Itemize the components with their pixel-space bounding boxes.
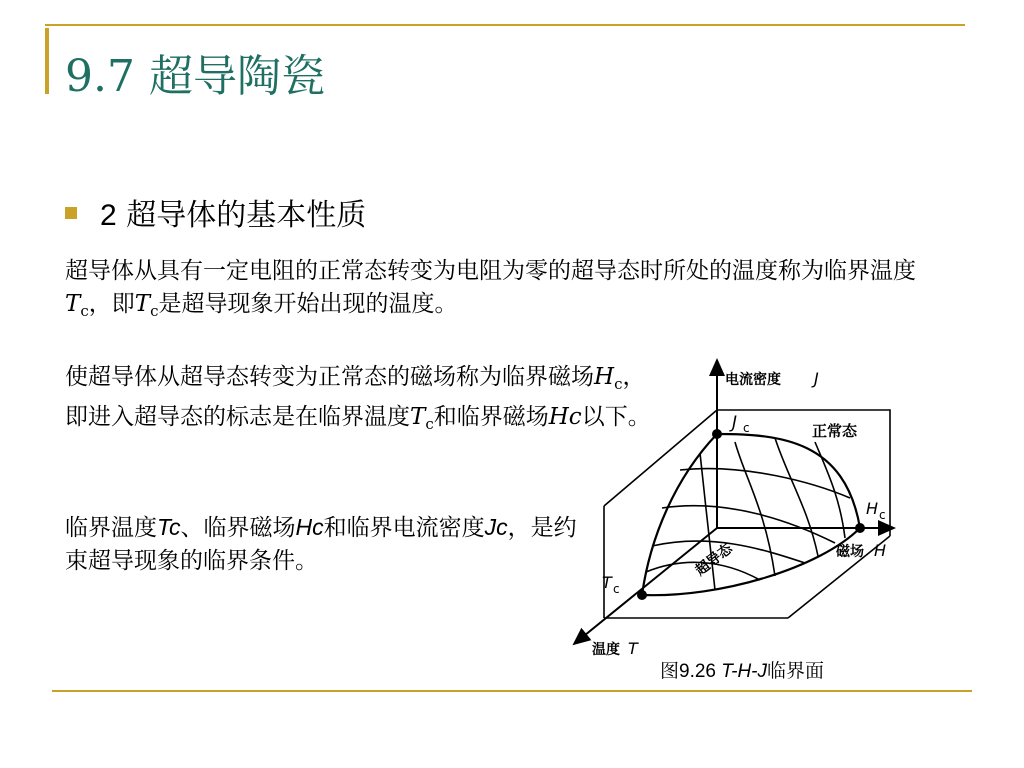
p2-subscript-c-2: c <box>425 415 434 433</box>
p2-symbol-h: H <box>594 364 615 390</box>
p3-symbol-hc: Hc <box>295 514 324 540</box>
p2-text-b: ，即进入超导态的标志是在临界温度 <box>65 364 646 430</box>
p1-symbol-t-2: T <box>134 291 151 317</box>
p3-symbol-tc: Tc <box>157 514 181 540</box>
thj-critical-surface-diagram <box>560 348 900 668</box>
bullet-square <box>65 207 77 219</box>
j-axis-symbol: J <box>814 369 819 388</box>
hc-subscript: c <box>879 508 886 522</box>
section-number: 2 <box>100 199 117 232</box>
p2-symbol-hc: Hc <box>548 404 582 430</box>
t-axis-label: 温度 <box>592 642 620 658</box>
surface-contour <box>680 469 850 498</box>
paragraph-critical-conditions <box>65 511 585 578</box>
caption-suffix: 临界面 <box>767 660 825 682</box>
t-axis <box>574 528 717 644</box>
h-axis-symbol: H <box>874 541 887 560</box>
p2-symbol-t: T <box>410 404 426 430</box>
figure-caption <box>660 656 824 683</box>
p3-text-a: 临界温度 <box>65 515 157 541</box>
paragraph-critical-temperature <box>65 255 955 328</box>
p2-subscript-c: c <box>614 375 623 393</box>
jc-subscript: c <box>743 421 750 435</box>
t-axis-symbol: T <box>628 639 638 658</box>
hc-point <box>855 523 865 533</box>
bottom-rule <box>52 690 972 692</box>
p2-text-a: 使超导体从超导态转变为正常态的磁场称为临界磁场 <box>65 364 594 390</box>
p1-symbol-t: T <box>65 291 81 317</box>
p1-text-a: 超导体从具有一定电阻的正常态转变为电阻为零的超导态时所处的温度称为临界温度 <box>65 258 916 284</box>
j-axis-label: 电流密度 <box>725 372 781 388</box>
p2-text-e: 以下。 <box>581 404 651 430</box>
caption-italic: T-H-J <box>721 661 768 682</box>
superconducting-state-label: 超导态 <box>692 540 736 580</box>
surface-contour <box>735 442 775 576</box>
tc-point <box>637 590 647 600</box>
p1-text-c: 是超导现象开始出现的温度。 <box>158 291 458 317</box>
p3-text-d: ，是约束超导现象的临界条件。 <box>65 515 577 574</box>
normal-state-label: 正常态 <box>812 422 858 440</box>
p3-text-b: 、临界磁场 <box>180 515 296 541</box>
caption-prefix: 图9.26 <box>660 661 722 682</box>
tc-subscript: c <box>613 582 620 596</box>
title-accent-bar <box>45 28 49 94</box>
p1-text-b: ，即 <box>88 291 135 317</box>
slide-title: 9.7 超导陶瓷 <box>65 51 325 102</box>
title-top-rule <box>45 24 965 26</box>
p1-subscript-c: c <box>80 302 89 320</box>
p3-symbol-jc: Jc <box>484 514 508 540</box>
p3-text-c: 和临界电流密度 <box>323 515 485 541</box>
hc-label: H <box>866 499 879 518</box>
surface-edge-jh <box>717 434 860 528</box>
jc-point <box>712 429 722 439</box>
section-heading-text: 超导体的基本性质 <box>126 198 367 233</box>
section-heading <box>100 190 366 234</box>
jc-label: J <box>732 413 738 433</box>
p1-subscript-c-2: c <box>150 302 159 320</box>
h-axis-label: 磁场 <box>836 544 864 560</box>
p2-text-d: 和临界磁场 <box>433 404 549 430</box>
surface-contour <box>775 438 818 556</box>
tc-label: T <box>602 573 612 592</box>
